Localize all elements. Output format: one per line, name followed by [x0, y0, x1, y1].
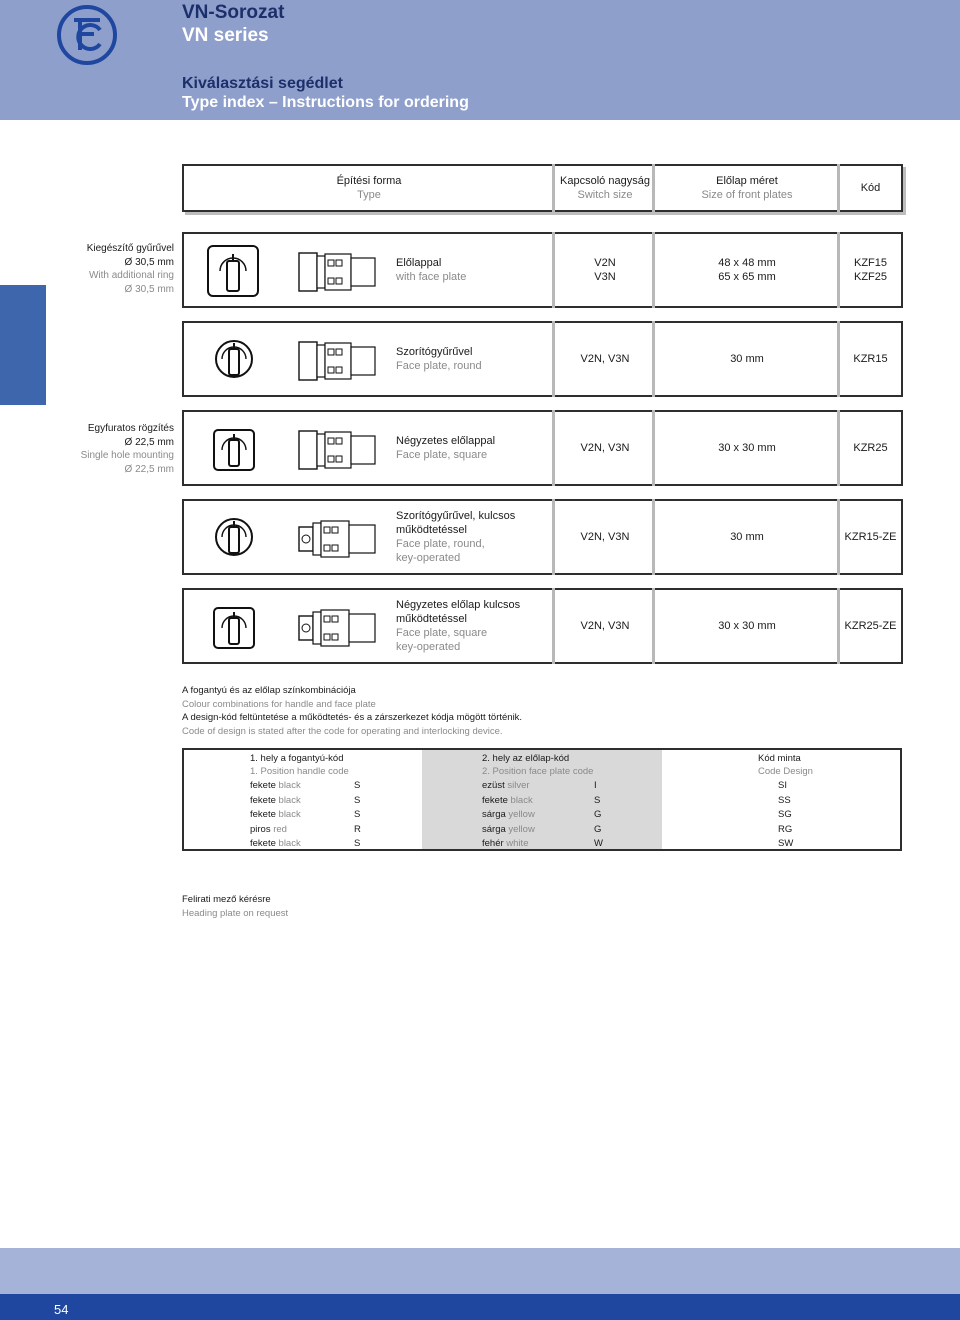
row-desc-hu-2: működtetéssel	[396, 613, 467, 625]
company-logo-icon	[56, 4, 118, 66]
group-single-hu2: Ø 22,5 mm	[124, 436, 174, 448]
plate-color-hu: fehér	[482, 838, 504, 849]
design-code: SG	[778, 809, 792, 820]
header-plate-hu: Előlap méret	[716, 175, 778, 187]
handle-code: S	[354, 794, 361, 806]
col2-header-en: 2. Position face plate code	[482, 766, 594, 777]
col3-header-hu: Kód minta	[758, 753, 801, 764]
handle-color-hu: fekete	[250, 809, 276, 820]
note-line-1: A fogantyú és az előlap színkombinációja	[182, 685, 356, 696]
handle-color-en: black	[278, 809, 301, 820]
row-code-value: KZR25-ZE	[844, 620, 897, 632]
color-code-table	[182, 748, 902, 851]
row-code	[840, 501, 901, 573]
heading-plate-note	[182, 893, 288, 920]
plate-color	[482, 824, 535, 835]
row-size	[555, 590, 655, 662]
color-notes	[182, 684, 522, 739]
switch-side-view-icon	[298, 252, 378, 292]
row-code-value: KZF15	[853, 257, 887, 269]
group-label-single	[4, 422, 174, 476]
note-line-4: Code of design is stated after the code for operating and interlocking device.	[182, 726, 503, 738]
row-plate-value: 30 x 30 mm	[718, 442, 776, 454]
key-switch-side-view-icon	[298, 608, 378, 648]
row-size-value-2: V3N	[594, 271, 616, 283]
table-row	[250, 809, 301, 820]
handle-color-en: black	[278, 780, 301, 791]
plate-code: G	[594, 809, 602, 820]
row-plate-value: 30 mm	[730, 531, 764, 543]
group-ring-hu1: Kiegészítő gyűrűvel	[86, 243, 174, 254]
switch-front-square-icon	[212, 606, 256, 650]
header-size	[555, 166, 655, 210]
plate-color	[482, 838, 528, 849]
row-code-value: KZR15	[853, 353, 888, 365]
handle-code: S	[354, 780, 361, 791]
row-plate	[655, 323, 839, 395]
table-row	[182, 321, 903, 397]
handle-code: S	[354, 838, 361, 849]
row-plate	[655, 234, 839, 306]
handle-color-en: black	[278, 794, 301, 806]
row-desc-en: Face plate, round,	[396, 538, 485, 550]
handle-color-hu: fekete	[250, 794, 276, 806]
footer-band	[0, 1248, 960, 1294]
row-description	[396, 590, 552, 662]
row-desc-en: Face plate, round	[396, 360, 482, 372]
group-label-ring	[4, 242, 174, 296]
plate-color-hu: fekete	[482, 794, 508, 806]
plate-code: I	[594, 780, 597, 791]
row-size	[555, 234, 655, 306]
col1-header-en: 1. Position handle code	[250, 766, 349, 777]
row-plate-value: 30 mm	[730, 353, 764, 365]
key-switch-side-view-icon	[298, 519, 378, 559]
handle-color-hu: fekete	[250, 780, 276, 791]
row-size-value: V2N, V3N	[580, 620, 630, 632]
header-plate-en: Size of front plates	[701, 189, 793, 201]
header-type	[184, 166, 554, 210]
table-row	[250, 795, 301, 806]
row-size	[555, 323, 655, 395]
heading-plate-hu: Felirati mező kérésre	[182, 894, 271, 905]
design-code: SI	[778, 780, 787, 791]
group-single-hu1: Egyfuratos rögzítés	[87, 423, 174, 434]
handle-color-hu: fekete	[250, 838, 276, 849]
row-size-value: V2N	[594, 257, 616, 269]
row-description	[396, 323, 552, 395]
row-desc-hu: Négyzetes előlappal	[396, 435, 496, 447]
row-desc-hu: Szorítógyűrűvel	[396, 346, 473, 358]
subtitle-en: Type index – Instructions for ordering	[182, 94, 469, 111]
switch-front-round-icon	[214, 517, 254, 557]
row-code-value: KZR15-ZE	[844, 531, 897, 543]
switch-side-view-icon	[298, 430, 378, 470]
row-code	[840, 412, 901, 484]
group-single-en1: Single hole mounting	[80, 450, 174, 461]
page-number: 54	[54, 1302, 69, 1317]
group-ring-en1: With additional ring	[88, 270, 174, 281]
heading-plate-en: Heading plate on request	[182, 907, 289, 919]
group-ring-en2: Ø 30,5 mm	[124, 283, 174, 295]
row-desc-hu: Előlappal	[396, 257, 442, 269]
header-code	[840, 166, 901, 210]
design-code: SS	[778, 794, 791, 806]
row-size	[555, 501, 655, 573]
page-header	[0, 0, 960, 120]
title-en: VN series	[182, 25, 269, 46]
plate-code: S	[594, 794, 601, 806]
plate-color-hu: sárga	[482, 823, 506, 835]
group-ring-hu2: Ø 30,5 mm	[124, 256, 174, 268]
header-type-hu: Építési forma	[336, 175, 402, 187]
group-single-en2: Ø 22,5 mm	[124, 463, 174, 475]
plate-color	[482, 809, 535, 820]
footer-bar	[0, 1294, 960, 1320]
row-code	[840, 590, 901, 662]
row-code	[840, 323, 901, 395]
row-description	[396, 412, 552, 484]
note-line-2: Colour combinations for handle and face plate	[182, 698, 376, 710]
switch-front-square-icon	[206, 244, 260, 298]
table-row	[182, 232, 903, 308]
row-plate-value: 30 x 30 mm	[718, 620, 776, 632]
handle-code: R	[354, 823, 361, 835]
plate-color-en: black	[510, 794, 533, 806]
handle-code: S	[354, 809, 361, 820]
row-plate-value-2: 65 x 65 mm	[718, 271, 776, 283]
switch-front-round-icon	[214, 339, 254, 379]
row-description	[396, 501, 552, 573]
row-size-value: V2N, V3N	[580, 442, 630, 454]
title-hu: VN-Sorozat	[182, 2, 285, 23]
note-line-3: A design-kód feltüntetése a működtetés- és a zárszerkezet kódja mögött történik.	[182, 712, 523, 724]
row-code-value: KZR25	[853, 442, 888, 454]
plate-color-en: white	[506, 838, 529, 849]
side-tab	[0, 285, 46, 405]
switch-side-view-icon	[298, 341, 378, 381]
handle-color-en: black	[278, 838, 301, 849]
design-code: RG	[778, 823, 793, 835]
table-row	[182, 410, 903, 486]
col1-header-hu: 1. hely a fogantyú-kód	[250, 753, 344, 764]
row-code	[840, 234, 901, 306]
table-row	[250, 838, 301, 849]
row-desc-hu: Szorítógyűrűvel, kulcsos	[396, 510, 516, 522]
plate-color	[482, 780, 530, 791]
subtitle-hu: Kiválasztási segédlet	[182, 75, 343, 92]
handle-color-hu: piros	[250, 823, 271, 835]
header-plate	[655, 166, 839, 210]
table-row	[250, 824, 287, 835]
plate-color-en: yellow	[508, 809, 535, 820]
color-table-col-grey	[422, 750, 662, 849]
plate-code: W	[594, 838, 603, 849]
plate-code: G	[594, 823, 602, 835]
row-desc-en: with face plate	[396, 271, 467, 283]
table-row	[182, 499, 903, 575]
header-size-hu: Kapcsoló nagyság	[560, 175, 650, 187]
table-header	[182, 164, 903, 212]
header-size-en: Switch size	[577, 189, 633, 201]
row-desc-hu-2: működtetéssel	[396, 524, 467, 536]
row-desc-en-2: key-operated	[396, 552, 461, 564]
row-desc-hu: Négyzetes előlap kulcsos	[396, 599, 521, 611]
row-size-value: V2N, V3N	[580, 353, 630, 365]
row-desc-en: Face plate, square	[396, 449, 488, 461]
plate-color-en: yellow	[508, 823, 535, 835]
design-code: SW	[778, 838, 794, 849]
row-description	[396, 234, 552, 306]
row-plate	[655, 412, 839, 484]
plate-color-hu: ezüst	[482, 780, 505, 791]
plate-color	[482, 795, 533, 806]
header-type-en: Type	[357, 189, 381, 201]
table-row	[182, 588, 903, 664]
plate-color-hu: sárga	[482, 809, 506, 820]
header-code-label: Kód	[860, 182, 881, 194]
row-size	[555, 412, 655, 484]
table-row	[250, 780, 301, 791]
row-code-value-2: KZF25	[853, 271, 887, 283]
row-plate	[655, 590, 839, 662]
row-plate-value: 48 x 48 mm	[718, 257, 776, 269]
handle-color-en: red	[273, 823, 287, 835]
switch-front-square-icon	[212, 428, 256, 472]
row-plate	[655, 501, 839, 573]
row-desc-en: Face plate, square	[396, 627, 488, 639]
plate-color-en: silver	[507, 780, 530, 791]
col2-header-hu: 2. hely az előlap-kód	[482, 753, 570, 764]
row-size-value: V2N, V3N	[580, 531, 630, 543]
col3-header-en: Code Design	[758, 766, 813, 777]
row-desc-en-2: key-operated	[396, 641, 461, 653]
